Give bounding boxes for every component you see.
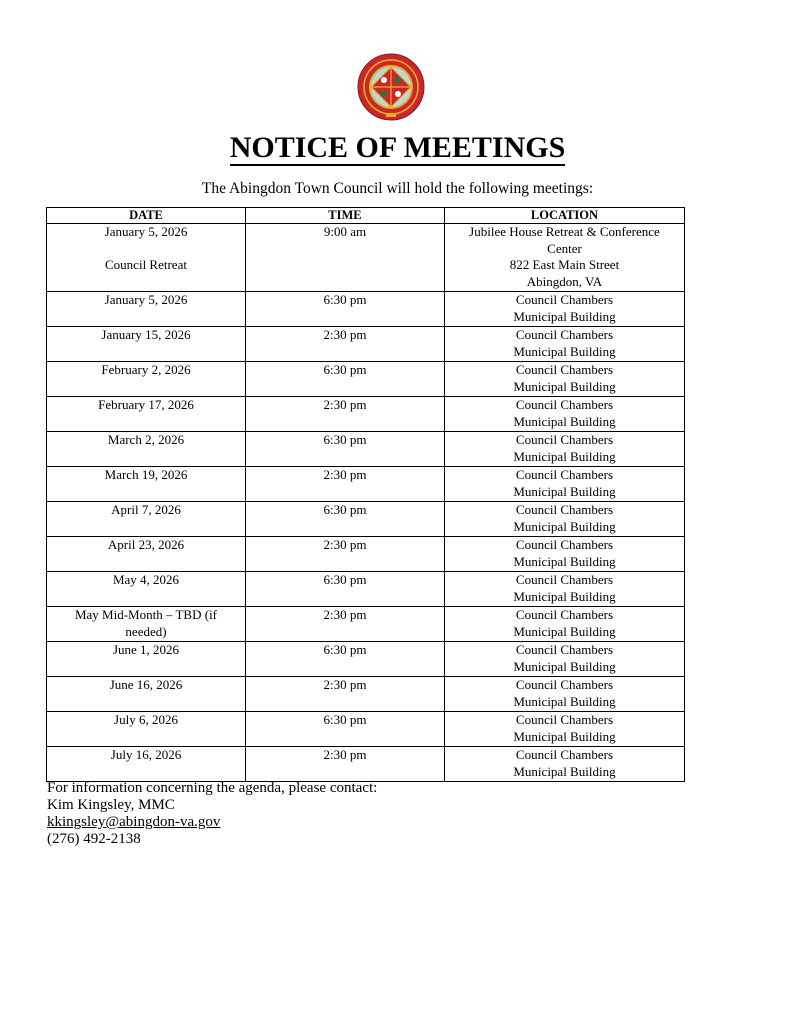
time-cell: 6:30 pm — [245, 432, 444, 467]
date-cell: April 23, 2026 — [47, 537, 246, 572]
time-cell: 6:30 pm — [245, 292, 444, 327]
meetings-table — [46, 207, 685, 782]
date-cell: June 1, 2026 — [47, 642, 246, 677]
date-cell: January 15, 2026 — [47, 327, 246, 362]
contact-intro: For information concerning the agenda, please contact: — [47, 780, 378, 796]
time-cell: 2:30 pm — [245, 607, 444, 642]
table-row — [47, 467, 685, 502]
date-cell: May Mid-Month – TBD (if needed) — [47, 607, 246, 642]
table-row — [47, 607, 685, 642]
table-row — [47, 677, 685, 712]
page-title: NOTICE OF MEETINGS — [229, 131, 566, 164]
date-cell: February 17, 2026 — [47, 397, 246, 432]
town-seal-logo — [357, 53, 425, 121]
location-cell: Council Chambers Municipal Building — [444, 292, 684, 327]
contact-name: Kim Kingsley, MMC — [47, 797, 175, 813]
location-cell: Council Chambers Municipal Building — [444, 432, 684, 467]
page-subtitle: The Abingdon Town Council will hold the following meetings: — [201, 180, 594, 197]
table-row — [47, 224, 685, 292]
time-cell: 2:30 pm — [245, 677, 444, 712]
location-cell: Council Chambers Municipal Building — [444, 362, 684, 397]
location-cell: Council Chambers Municipal Building — [444, 397, 684, 432]
time-cell: 2:30 pm — [245, 327, 444, 362]
table-row — [47, 572, 685, 607]
location-cell: Council Chambers Municipal Building — [444, 677, 684, 712]
date-cell: July 16, 2026 — [47, 747, 246, 782]
table-row — [47, 362, 685, 397]
contact-phone: (276) 492-2138 — [47, 831, 141, 847]
date-cell: March 19, 2026 — [47, 467, 246, 502]
time-cell: 6:30 pm — [245, 502, 444, 537]
date-cell: June 16, 2026 — [47, 677, 246, 712]
location-cell: Council Chambers Municipal Building — [444, 607, 684, 642]
time-cell: 6:30 pm — [245, 642, 444, 677]
table-row — [47, 537, 685, 572]
table-row — [47, 502, 685, 537]
date-cell: January 5, 2026 — [47, 292, 246, 327]
time-cell: 6:30 pm — [245, 362, 444, 397]
meeting-note: Council Retreat — [105, 256, 187, 272]
header-location: LOCATION — [444, 208, 684, 224]
time-cell: 2:30 pm — [245, 397, 444, 432]
time-cell: 2:30 pm — [245, 747, 444, 782]
date-cell: February 2, 2026 — [47, 362, 246, 397]
date-cell: April 7, 2026 — [47, 502, 246, 537]
location-cell: Council Chambers Municipal Building — [444, 327, 684, 362]
time-cell: 2:30 pm — [245, 537, 444, 572]
date-cell: July 6, 2026 — [47, 712, 246, 747]
contact-block — [47, 780, 377, 848]
table-header-row — [47, 208, 685, 224]
date-cell: March 2, 2026 — [47, 432, 246, 467]
table-row — [47, 642, 685, 677]
table-row — [47, 712, 685, 747]
table-row — [47, 292, 685, 327]
table-row — [47, 397, 685, 432]
table-row — [47, 327, 685, 362]
contact-email-link[interactable]: kkingsley@abingdon-va.gov — [47, 814, 221, 830]
time-cell: 2:30 pm — [245, 467, 444, 502]
header-time: TIME — [245, 208, 444, 224]
location-cell: Council Chambers Municipal Building — [444, 572, 684, 607]
location-cell: Council Chambers Municipal Building — [444, 467, 684, 502]
location-cell: Council Chambers Municipal Building — [444, 502, 684, 537]
location-cell: Council Chambers Municipal Building — [444, 747, 684, 782]
date-cell: January 5, 2026 Council Retreat — [47, 224, 246, 292]
location-cell: Jubilee House Retreat & Conference Center 822 East Main Street Abingdon, VA — [444, 224, 684, 292]
date-cell: May 4, 2026 — [47, 572, 246, 607]
time-cell: 9:00 am — [245, 224, 444, 292]
time-cell: 6:30 pm — [245, 572, 444, 607]
time-cell: 6:30 pm — [245, 712, 444, 747]
table-row — [47, 432, 685, 467]
location-cell: Council Chambers Municipal Building — [444, 537, 684, 572]
location-cell: Council Chambers Municipal Building — [444, 712, 684, 747]
header-date: DATE — [47, 208, 246, 224]
table-row — [47, 747, 685, 782]
location-cell: Council Chambers Municipal Building — [444, 642, 684, 677]
